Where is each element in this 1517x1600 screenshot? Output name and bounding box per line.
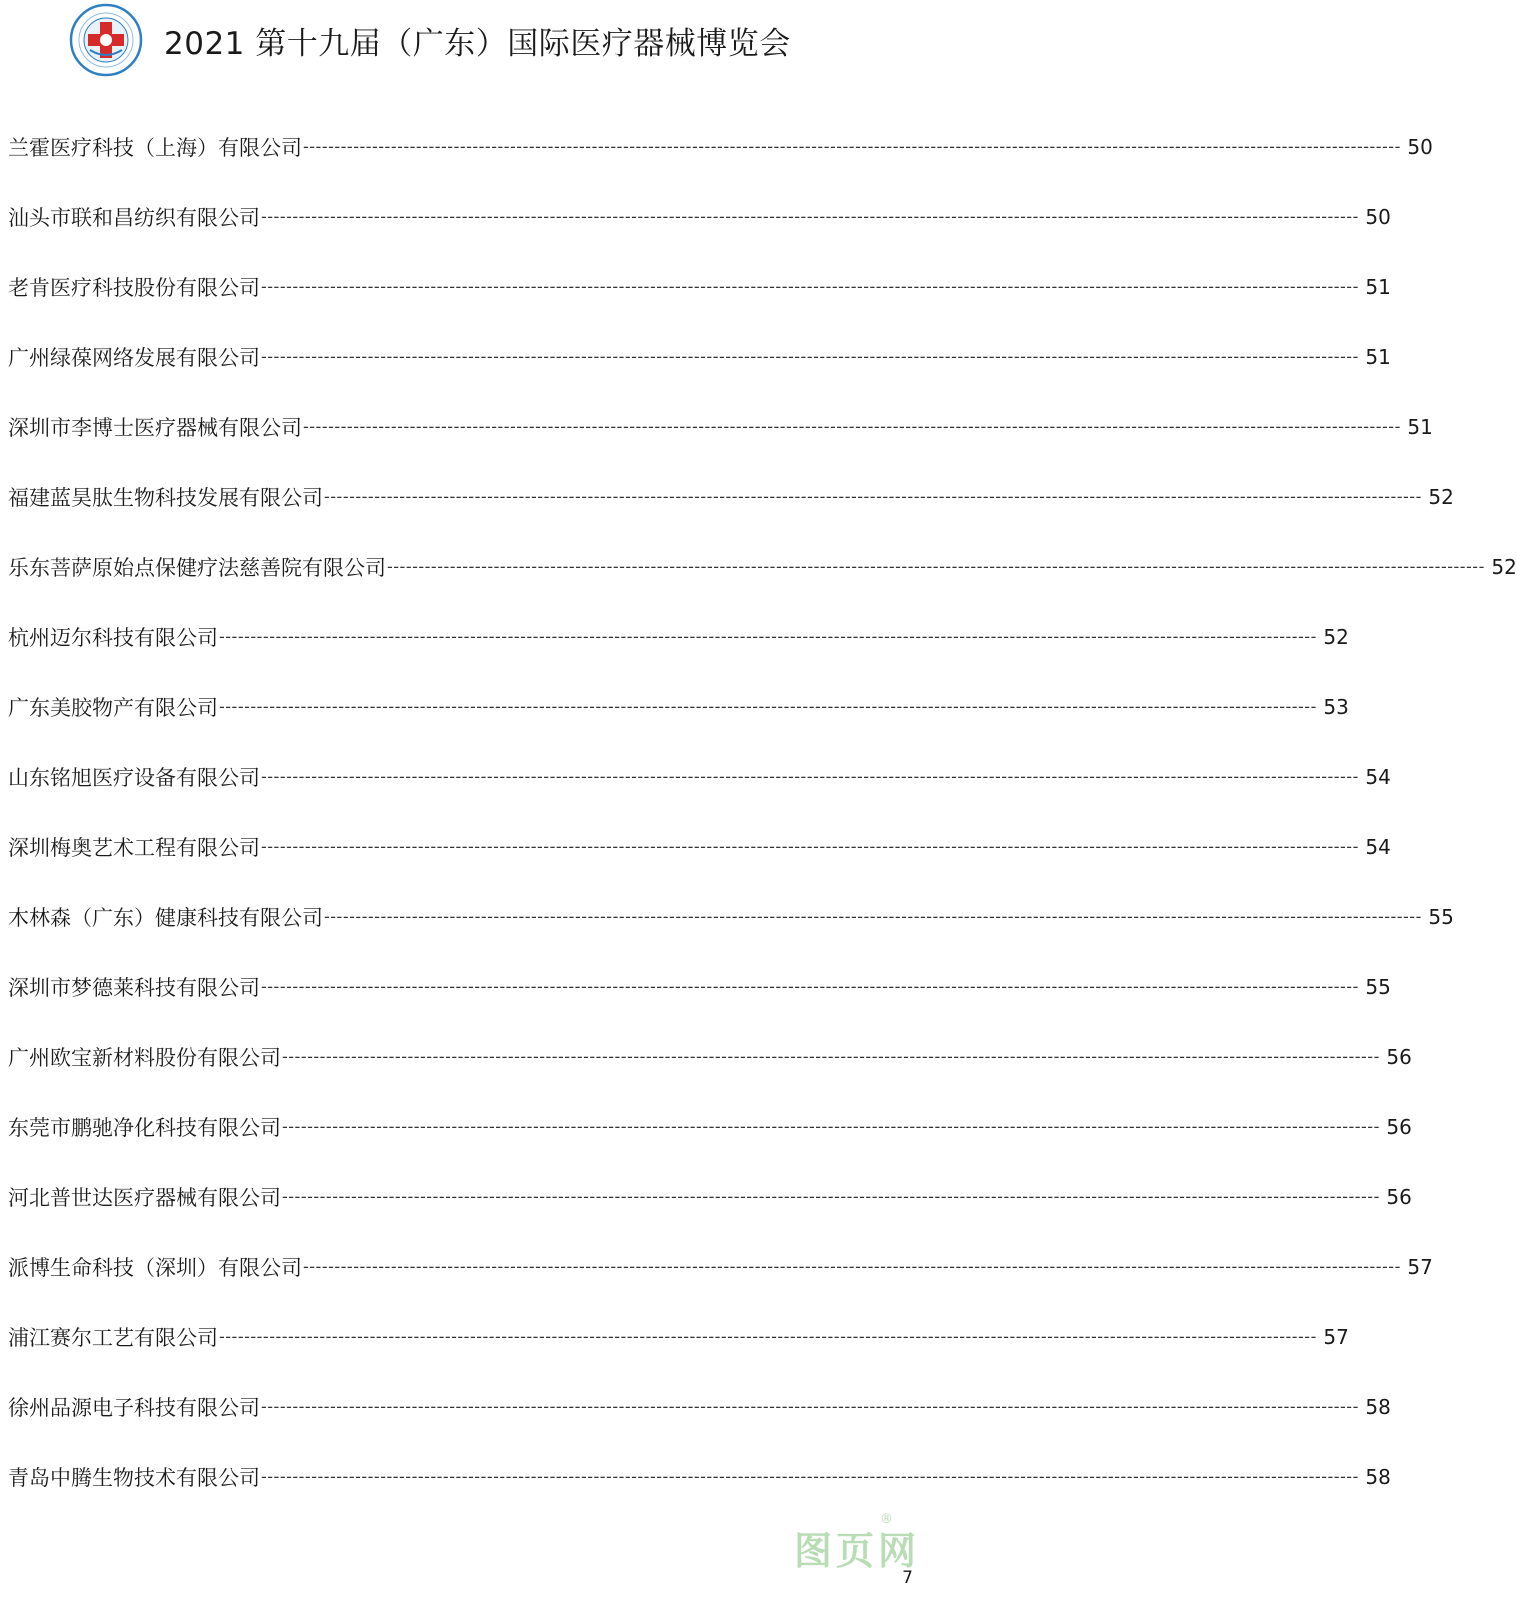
toc-entry[interactable] bbox=[8, 812, 1391, 882]
toc-entry-name: 老肯医疗科技股份有限公司 bbox=[8, 276, 260, 300]
toc-entry[interactable] bbox=[8, 1092, 1412, 1162]
toc-entry-page: 50 bbox=[1365, 205, 1391, 229]
toc-entry-leader: ------------------------------------------------------------------------------------------------------------------------------------------------------------------------------- bbox=[261, 276, 1359, 296]
toc-entry-page: 50 bbox=[1407, 135, 1433, 159]
toc-entry-name: 派博生命科技（深圳）有限公司 bbox=[8, 1256, 302, 1280]
toc-entry-page: 53 bbox=[1323, 695, 1349, 719]
toc-entry-name: 浦江赛尔工艺有限公司 bbox=[8, 1326, 218, 1350]
toc-entry-name: 木林森（广东）健康科技有限公司 bbox=[8, 906, 323, 930]
toc-entry-name: 深圳市梦德莱科技有限公司 bbox=[8, 976, 260, 1000]
toc-entry[interactable] bbox=[8, 1162, 1412, 1232]
toc-entry-name: 杭州迈尔科技有限公司 bbox=[8, 626, 218, 650]
toc-entry-name: 广州欧宝新材料股份有限公司 bbox=[8, 1046, 281, 1070]
table-of-contents bbox=[8, 112, 1517, 1512]
toc-entry-page: 57 bbox=[1323, 1325, 1349, 1349]
toc-entry-page: 56 bbox=[1386, 1185, 1412, 1209]
toc-entry-leader: ------------------------------------------------------------------------------------------------------------------------------------------------------------------------------- bbox=[324, 906, 1422, 926]
toc-entry-name: 深圳市李博士医疗器械有限公司 bbox=[8, 416, 302, 440]
toc-entry-name: 东莞市鹏驰净化科技有限公司 bbox=[8, 1116, 281, 1140]
toc-entry-leader: ------------------------------------------------------------------------------------------------------------------------------------------------------------------------------- bbox=[261, 1466, 1359, 1486]
toc-entry-name: 广东美胶物产有限公司 bbox=[8, 696, 218, 720]
toc-entry[interactable] bbox=[8, 602, 1349, 672]
toc-entry-page: 52 bbox=[1323, 625, 1349, 649]
toc-entry-name: 青岛中腾生物技术有限公司 bbox=[8, 1466, 260, 1490]
toc-entry-leader: ------------------------------------------------------------------------------------------------------------------------------------------------------------------------------- bbox=[387, 556, 1485, 576]
toc-entry[interactable] bbox=[8, 252, 1391, 322]
toc-entry[interactable] bbox=[8, 182, 1391, 252]
toc-entry-leader: ------------------------------------------------------------------------------------------------------------------------------------------------------------------------------- bbox=[219, 626, 1317, 646]
toc-entry-page: 58 bbox=[1365, 1465, 1391, 1489]
toc-entry[interactable] bbox=[8, 1442, 1391, 1512]
toc-entry[interactable] bbox=[8, 322, 1391, 392]
toc-entry[interactable] bbox=[8, 1372, 1391, 1442]
toc-entry-leader: ------------------------------------------------------------------------------------------------------------------------------------------------------------------------------- bbox=[282, 1186, 1380, 1206]
exhibition-logo-icon bbox=[68, 2, 144, 78]
page-title: 2021 第十九届（广东）国际医疗器械博览会 bbox=[164, 25, 791, 62]
toc-entry-leader: ------------------------------------------------------------------------------------------------------------------------------------------------------------------------------- bbox=[261, 976, 1359, 996]
page-number: 7 bbox=[902, 1568, 913, 1588]
toc-entry[interactable] bbox=[8, 952, 1391, 1022]
toc-entry-page: 52 bbox=[1428, 485, 1454, 509]
page-header bbox=[68, 2, 791, 78]
toc-entry[interactable] bbox=[8, 462, 1454, 532]
toc-entry-name: 福建蓝昊肽生物科技发展有限公司 bbox=[8, 486, 323, 510]
toc-entry-leader: ------------------------------------------------------------------------------------------------------------------------------------------------------------------------------- bbox=[303, 1256, 1401, 1276]
toc-entry-page: 57 bbox=[1407, 1255, 1433, 1279]
toc-entry-leader: ------------------------------------------------------------------------------------------------------------------------------------------------------------------------------- bbox=[261, 346, 1359, 366]
toc-entry[interactable] bbox=[8, 882, 1454, 952]
toc-entry-leader: ------------------------------------------------------------------------------------------------------------------------------------------------------------------------------- bbox=[261, 836, 1359, 856]
toc-entry-page: 55 bbox=[1365, 975, 1391, 999]
toc-entry-leader: ------------------------------------------------------------------------------------------------------------------------------------------------------------------------------- bbox=[282, 1046, 1380, 1066]
toc-entry[interactable] bbox=[8, 742, 1391, 812]
toc-entry-name: 山东铭旭医疗设备有限公司 bbox=[8, 766, 260, 790]
toc-entry-page: 51 bbox=[1365, 345, 1391, 369]
toc-entry[interactable] bbox=[8, 1232, 1433, 1302]
toc-entry[interactable] bbox=[8, 392, 1433, 462]
toc-entry[interactable] bbox=[8, 1022, 1412, 1092]
toc-entry-page: 58 bbox=[1365, 1395, 1391, 1419]
toc-entry-leader: ------------------------------------------------------------------------------------------------------------------------------------------------------------------------------- bbox=[219, 1326, 1317, 1346]
toc-entry-leader: ------------------------------------------------------------------------------------------------------------------------------------------------------------------------------- bbox=[261, 206, 1359, 226]
watermark-registered-mark: ® bbox=[880, 1512, 893, 1527]
toc-entry-leader: ------------------------------------------------------------------------------------------------------------------------------------------------------------------------------- bbox=[282, 1116, 1380, 1136]
watermark-logo: 图页网 bbox=[793, 1529, 920, 1573]
toc-entry-name: 兰霍医疗科技（上海）有限公司 bbox=[8, 136, 302, 160]
toc-entry[interactable] bbox=[8, 1302, 1349, 1372]
toc-entry-leader: ------------------------------------------------------------------------------------------------------------------------------------------------------------------------------- bbox=[303, 416, 1401, 436]
toc-entry-page: 52 bbox=[1491, 555, 1517, 579]
toc-entry-page: 51 bbox=[1407, 415, 1433, 439]
toc-entry-leader: ------------------------------------------------------------------------------------------------------------------------------------------------------------------------------- bbox=[303, 136, 1401, 156]
toc-entry-leader: ------------------------------------------------------------------------------------------------------------------------------------------------------------------------------- bbox=[261, 766, 1359, 786]
toc-entry[interactable] bbox=[8, 532, 1517, 602]
toc-entry-page: 56 bbox=[1386, 1045, 1412, 1069]
toc-entry-page: 55 bbox=[1428, 905, 1454, 929]
toc-entry-page: 54 bbox=[1365, 835, 1391, 859]
toc-entry-name: 乐东菩萨原始点保健疗法慈善院有限公司 bbox=[8, 556, 386, 580]
toc-entry-page: 51 bbox=[1365, 275, 1391, 299]
toc-entry-leader: ------------------------------------------------------------------------------------------------------------------------------------------------------------------------------- bbox=[219, 696, 1317, 716]
toc-entry[interactable] bbox=[8, 112, 1433, 182]
toc-entry-name: 汕头市联和昌纺织有限公司 bbox=[8, 206, 260, 230]
toc-entry-name: 广州绿葆网络发展有限公司 bbox=[8, 346, 260, 370]
toc-entry-name: 深圳梅奥艺术工程有限公司 bbox=[8, 836, 260, 860]
toc-entry-leader: ------------------------------------------------------------------------------------------------------------------------------------------------------------------------------- bbox=[261, 1396, 1359, 1416]
toc-entry-name: 徐州品源电子科技有限公司 bbox=[8, 1396, 260, 1420]
toc-entry-leader: ------------------------------------------------------------------------------------------------------------------------------------------------------------------------------- bbox=[324, 486, 1422, 506]
toc-entry-page: 56 bbox=[1386, 1115, 1412, 1139]
toc-entry-page: 54 bbox=[1365, 765, 1391, 789]
toc-entry[interactable] bbox=[8, 672, 1349, 742]
toc-entry-name: 河北普世达医疗器械有限公司 bbox=[8, 1186, 281, 1210]
